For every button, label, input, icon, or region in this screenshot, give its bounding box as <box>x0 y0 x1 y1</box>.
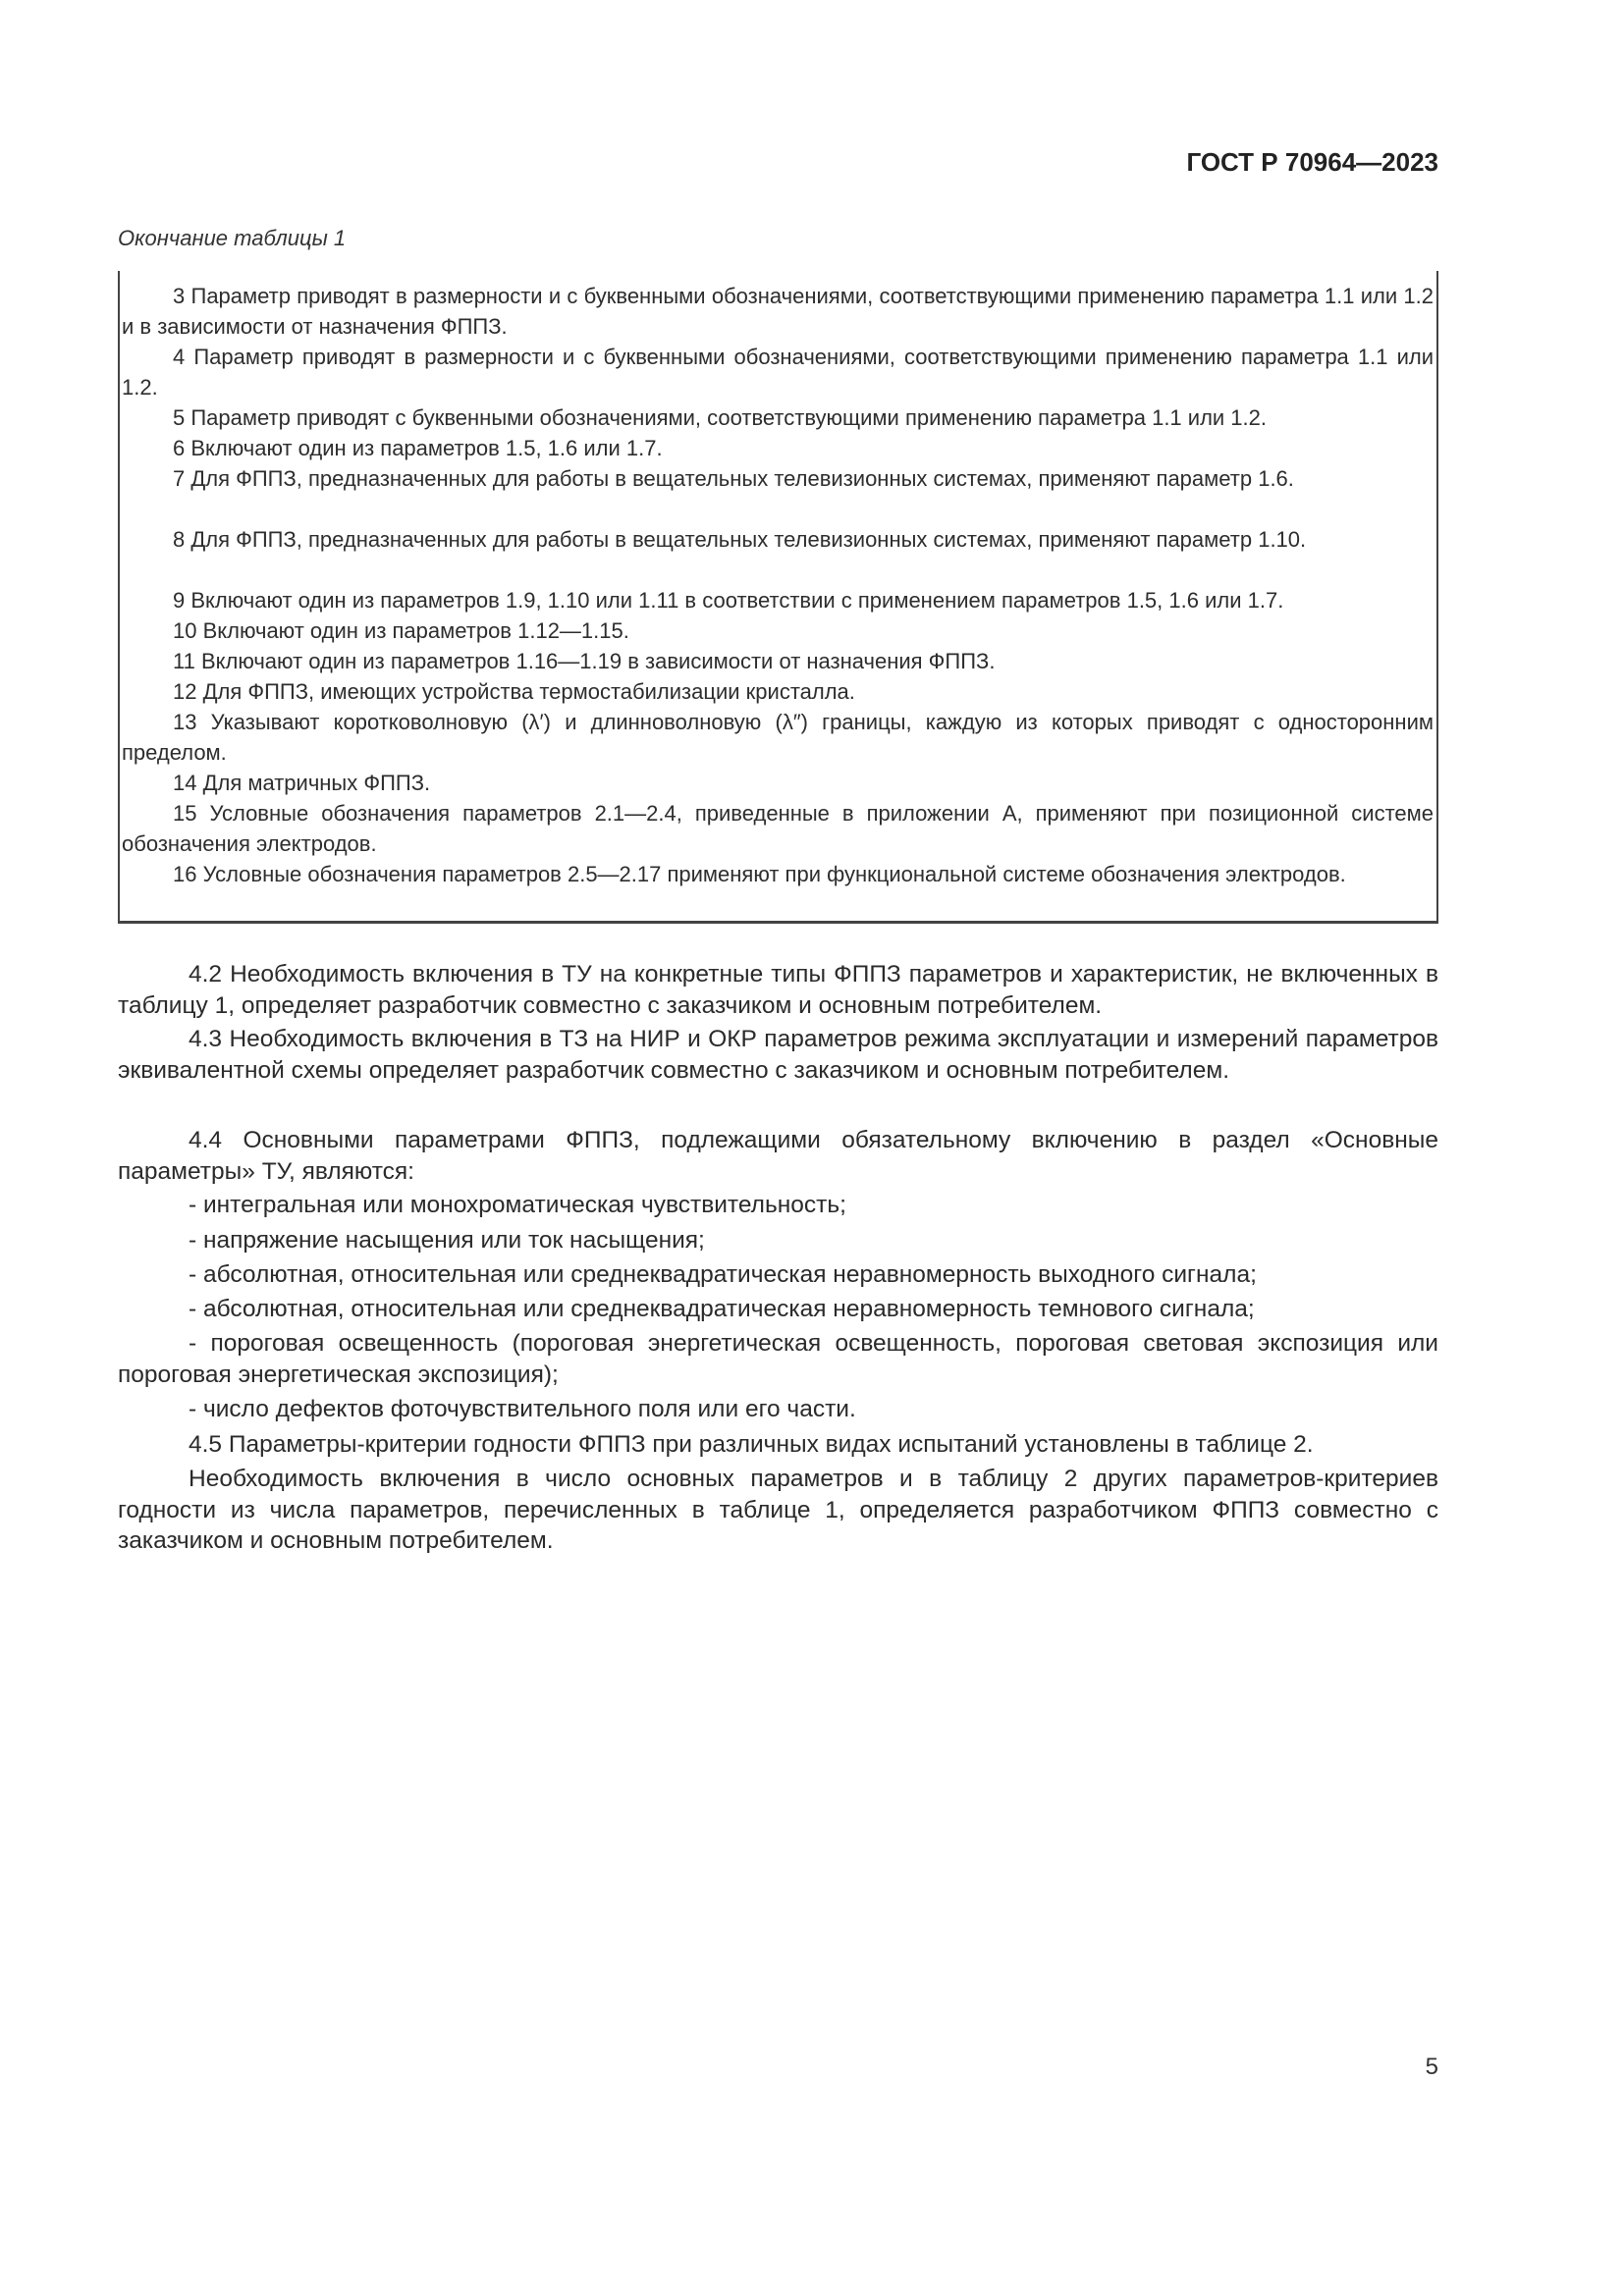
paragraph-4-5: 4.5 Параметры-критерии годности ФППЗ при различных видах испытаний установлены в таблице 2. <box>189 1431 1314 1458</box>
table-note-11: 11 Включают один из параметров 1.16—1.19 в зависимости от назначения ФППЗ. <box>173 649 996 673</box>
list-item-defects: - число дефектов фоточувствительного поля или его части. <box>189 1396 856 1422</box>
paragraph-4-2: 4.2 Необходимость включения в ТУ на конкретные типы ФППЗ параметров и характеристик, не включенных в таблицу 1, определяет разработчик совместно с заказчиком и основным потребителем. <box>118 961 1438 1019</box>
list-item-saturation: - напряжение насыщения или ток насыщения; <box>189 1227 705 1254</box>
paragraph-4-4: 4.4 Основными параметрами ФППЗ, подлежащими обязательному включению в раздел «Основные параметры» ТУ, являются: <box>118 1127 1438 1185</box>
table-note-16: 16 Условные обозначения параметров 2.5—2.17 применяют при функциональной системе обозначения электродов. <box>173 862 1346 886</box>
list-item-dark-nonuniformity: - абсолютная, относительная или среднеквадратическая неравномерность темнового сигнала; <box>189 1296 1255 1322</box>
table-note-14: 14 Для матричных ФППЗ. <box>173 771 431 795</box>
table-note-3: 3 Параметр приводят в размерности и с буквенными обозначениями, соответствующими применению параметра 1.1 или 1.2 и в зависимости от назначения ФППЗ. <box>122 284 1434 339</box>
table-note-5: 5 Параметр приводят с буквенными обозначениями, соответствующими применению параметра 1.1 или 1.2. <box>173 405 1267 430</box>
table-note-15: 15 Условные обозначения параметров 2.1—2.4, приведенные в приложении А, применяют при позиционной системе обозначения электродов. <box>122 801 1434 856</box>
page-number: 5 <box>1425 2054 1438 2080</box>
table-note-7: 7 Для ФППЗ, предназначенных для работы в вещательных телевизионных системах, применяют параметр 1.6. <box>173 466 1294 491</box>
table-continuation-caption: Окончание таблицы 1 <box>118 226 347 250</box>
list-item-sensitivity: - интегральная или монохроматическая чувствительность; <box>189 1192 846 1218</box>
table-note-6: 6 Включают один из параметров 1.5, 1.6 или 1.7. <box>173 436 663 460</box>
table-note-9: 9 Включают один из параметров 1.9, 1.10 или 1.11 в соответствии с применением параметров 1.5, 1.6 или 1.7. <box>173 588 1284 613</box>
table-note-12: 12 Для ФППЗ, имеющих устройства термостабилизации кристалла. <box>173 679 855 704</box>
paragraph-4-5-continued: Необходимость включения в число основных параметров и в таблицу 2 других параметров-критериев годности из числа параметров, перечисленных в таблице 1, определяется разработчиком ФППЗ совместно с заказчиком и основным потребителем. <box>118 1466 1438 1554</box>
table-note-13: 13 Указывают коротковолновую (λ′) и длинноволновую (λ″) границы, каждую из которых приводят с односторонним пределом. <box>122 710 1434 765</box>
list-item-output-nonuniformity: - абсолютная, относительная или среднеквадратическая неравномерность выходного сигнала; <box>189 1261 1257 1288</box>
document-code: ГОСТ Р 70964—2023 <box>1186 147 1438 177</box>
paragraph-4-3: 4.3 Необходимость включения в ТЗ на НИР и ОКР параметров режима эксплуатации и измерений параметров эквивалентной схемы определяет разработчик совместно с заказчиком и основным потребителем. <box>118 1026 1438 1084</box>
table-note-8: 8 Для ФППЗ, предназначенных для работы в вещательных телевизионных системах, применяют параметр 1.10. <box>173 527 1307 552</box>
list-item-threshold-illumination: - пороговая освещенность (пороговая энергетическая освещенность, пороговая световая экспозиция или пороговая энергетическая экспозиция); <box>118 1330 1438 1388</box>
table-note-10: 10 Включают один из параметров 1.12—1.15. <box>173 618 629 643</box>
table-note-4: 4 Параметр приводят в размерности и с буквенными обозначениями, соответствующими применению параметра 1.1 или 1.2. <box>122 345 1434 400</box>
